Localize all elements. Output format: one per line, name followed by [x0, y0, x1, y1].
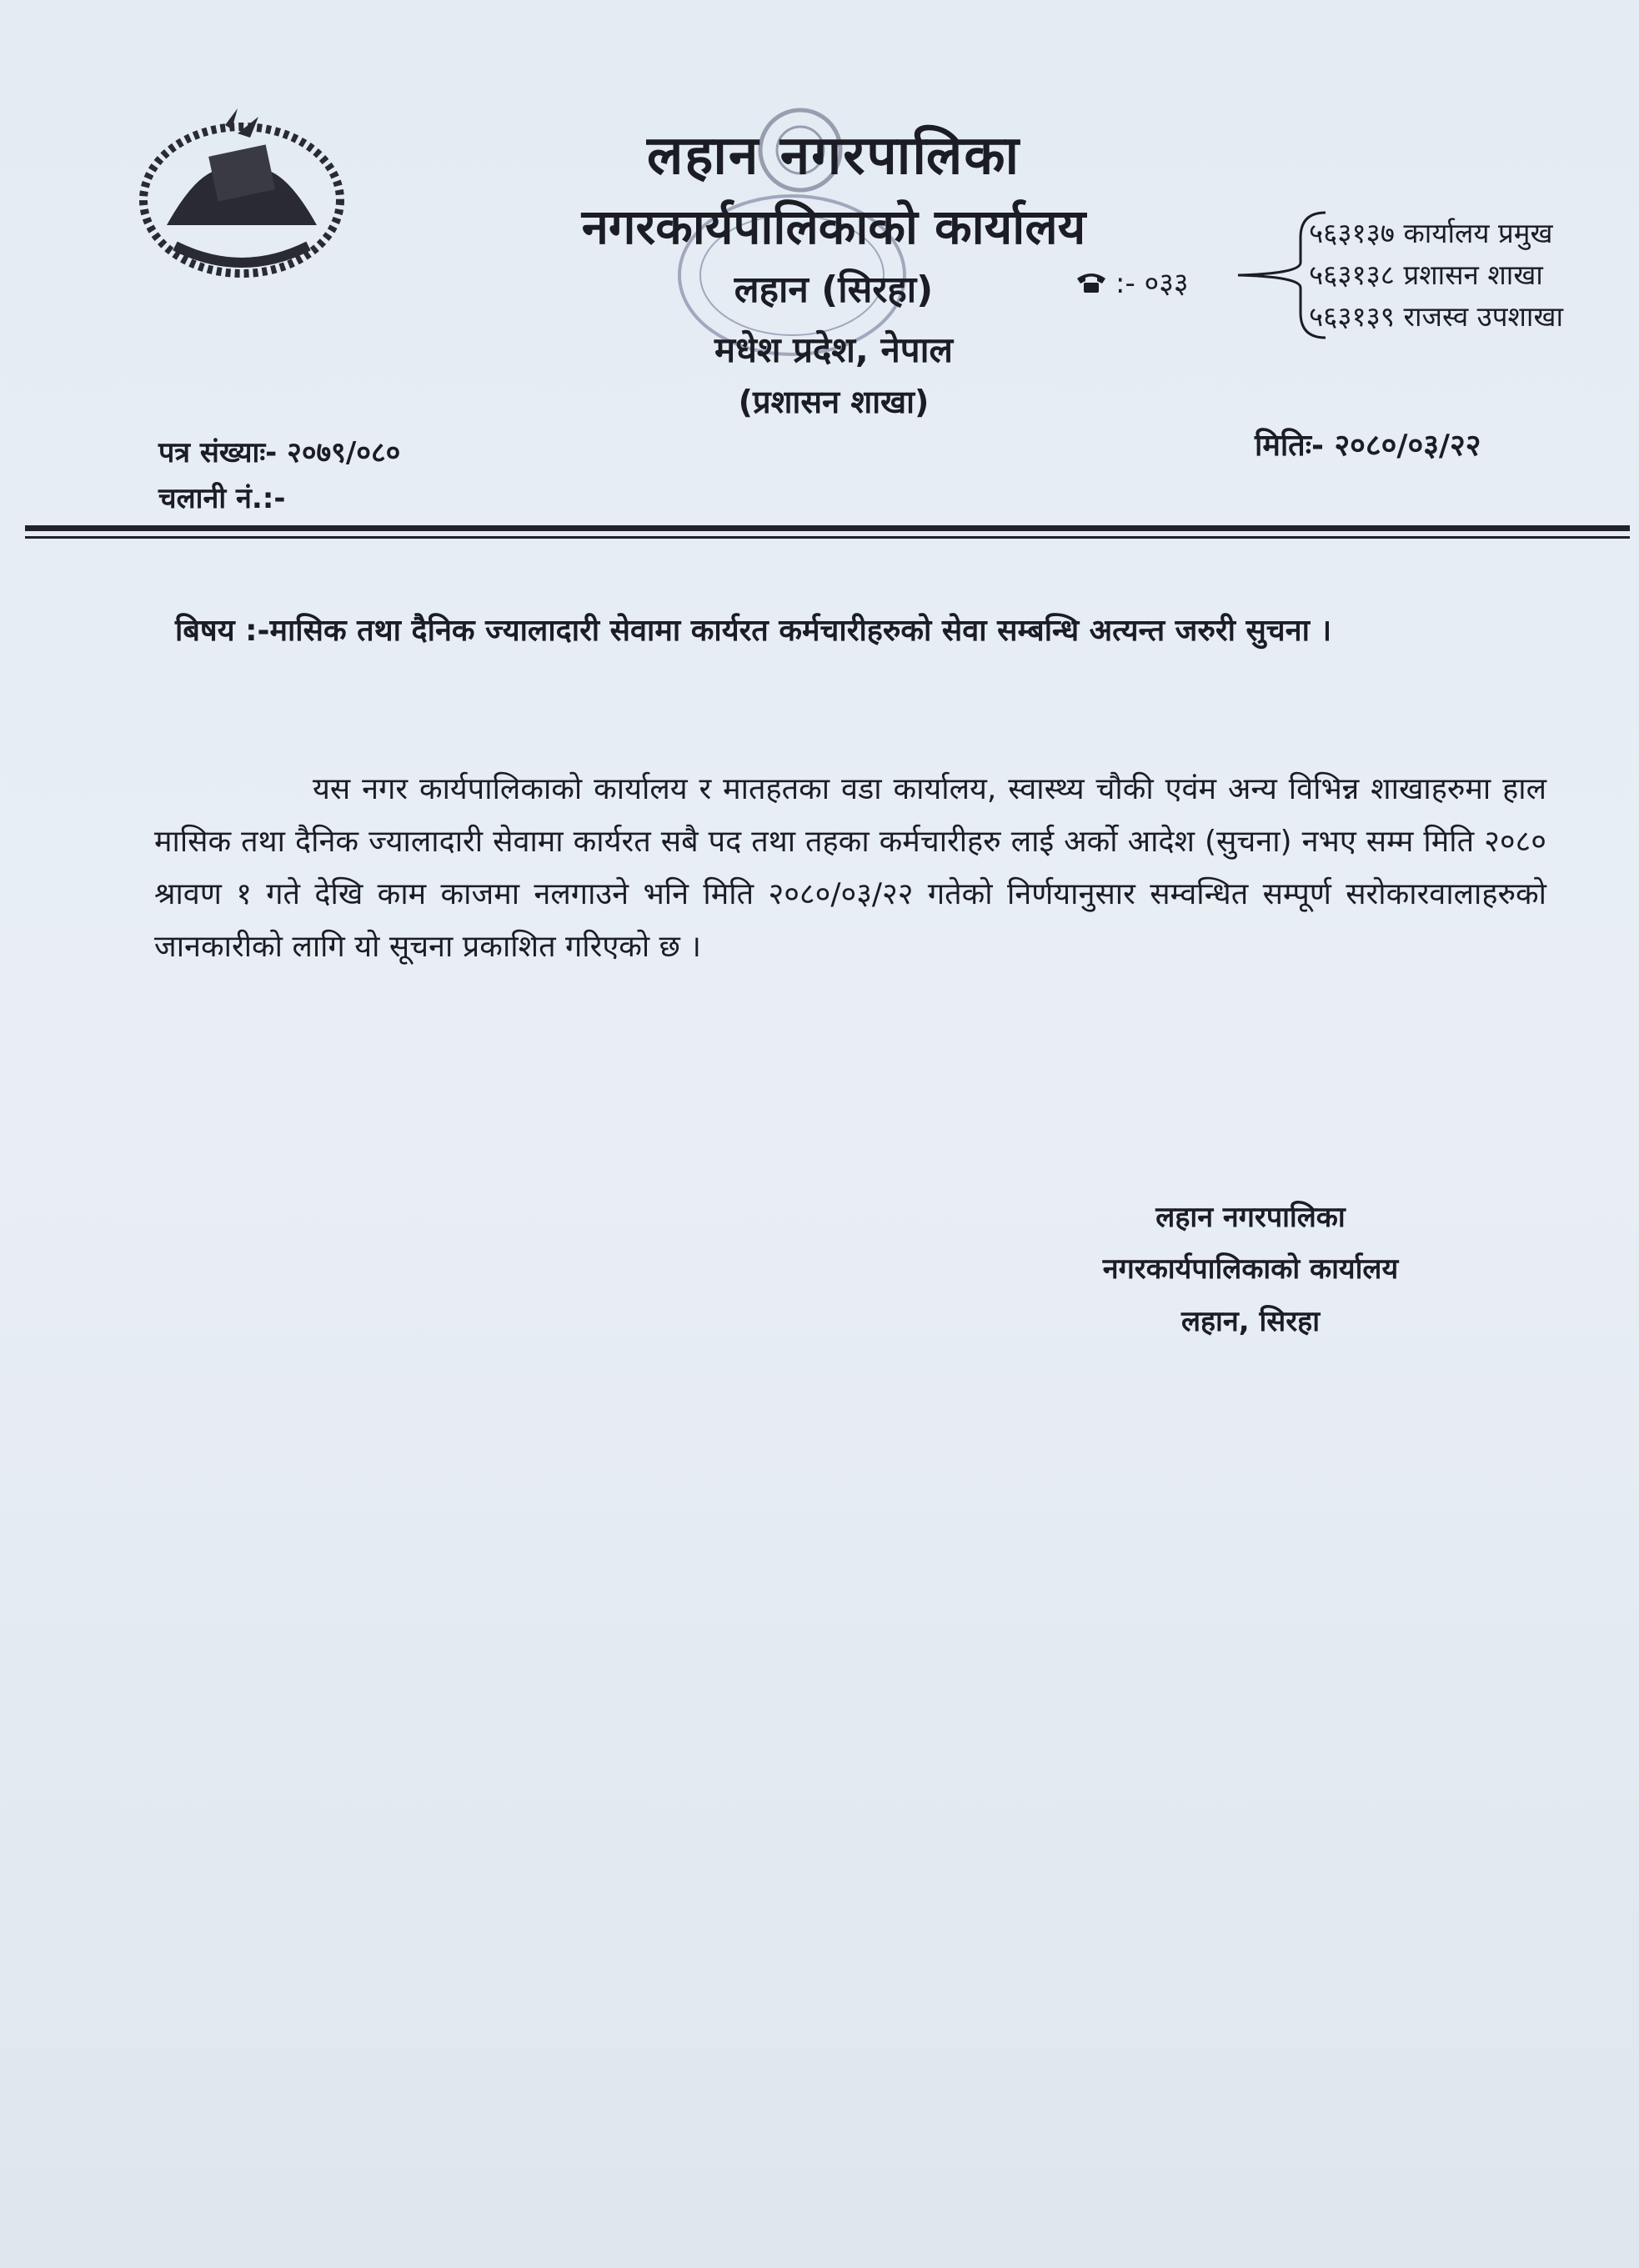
office-location: लहान (सिरहा)	[734, 268, 934, 311]
phone-number-list	[1309, 213, 1563, 338]
province-country: मधेश प्रदेश, नेपाल	[714, 329, 953, 370]
phone-number-revenue: ५६३१३९ राजस्व उपशाखा	[1309, 300, 1564, 333]
phone-number-chief: ५६३१३७ कार्यालय प्रमुख	[1309, 217, 1553, 249]
letter-body: यस नगर कार्यपालिकाको कार्यालय र मातहतका वडा कार्यालय, स्वास्थ्य चौकी एवंम अन्य विभिन्न शाखाहरुमा हाल मासिक तथा दैनिक ज्यालादारी सेवामा कार्यरत सबै पद तथा तहका कर्मचारीहरु लाई अर्को आदेश (सुचना) नभए सम्म मिति २०८० श्रावण १ गते देखि काम काजमा नलगाउने भनि मिति २०८०/०३/२२ गतेको निर्णयानुसार सम्वन्धित सम्पूर्ण सरोकारवालाहरुको जानकारीको लागि यो सूचना प्रकाशित गरिएको छ ।	[154, 772, 1546, 964]
phone-area-code: :- ०३३	[1115, 267, 1189, 300]
signature-location: लहान, सिरहा	[1180, 1305, 1321, 1338]
phone-prefix	[1075, 263, 1189, 301]
signature-office: नगरकार्यपालिकाको कार्यालय	[1102, 1252, 1399, 1286]
reference-number: पत्र संख्याः- २०७९/०८०	[158, 436, 401, 469]
office-name: नगरकार्यपालिकाको कार्यालय	[581, 198, 1086, 255]
telephone-icon	[1075, 270, 1107, 294]
signature-municipality: लहान नगरपालिका	[1155, 1201, 1346, 1234]
header-divider-thin	[25, 536, 1630, 539]
municipality-name: लहान नगरपालिका	[646, 125, 1021, 187]
nepal-emblem-icon	[133, 100, 350, 284]
dispatch-number: चलानी नं.:-	[158, 482, 286, 515]
phone-number-admin: ५६३१३८ प्रशासन शाखा	[1309, 258, 1543, 291]
header-divider-thick	[25, 525, 1630, 531]
branch-name: (प्रशासन शाखा)	[738, 384, 930, 420]
letter-subject: बिषय :-मासिक तथा दैनिक ज्यालादारी सेवामा कार्यरत कर्मचारीहरुको सेवा सम्बन्धि अत्यन्त जरुरी सुचना ।	[175, 614, 1332, 648]
letter-date: मितिः- २०८०/०३/२२	[1255, 429, 1481, 463]
